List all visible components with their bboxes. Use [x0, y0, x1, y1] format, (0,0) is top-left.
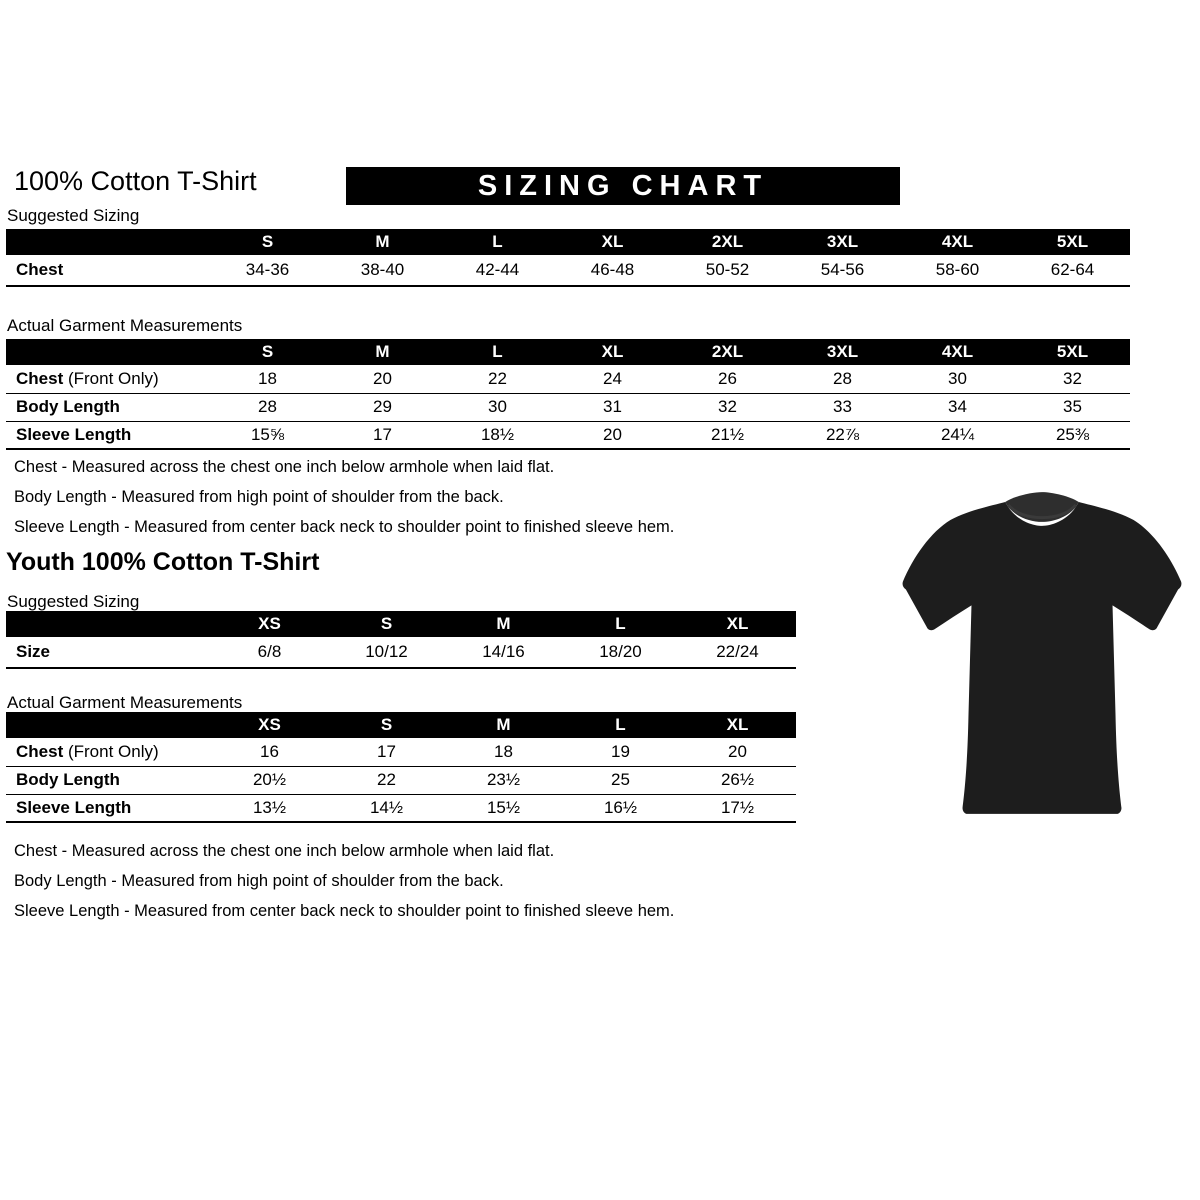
size-col-header: XS: [211, 712, 328, 738]
table-header-row: [6, 339, 1130, 365]
cell: 58-60: [935, 260, 980, 279]
page-title: 100% Cotton T-Shirt: [14, 166, 257, 196]
size-col-header: M: [445, 712, 562, 738]
cell: 14/16: [482, 642, 525, 661]
size-col-header: 3XL: [785, 229, 900, 255]
youth-actual-measurements-table: [6, 712, 796, 823]
cell: 16½: [603, 797, 638, 817]
note-chest: Chest - Measured across the chest one inch below armhole when laid flat.: [14, 842, 555, 860]
tshirt-body-shape: [903, 502, 1182, 814]
tshirt-graphic: [893, 476, 1191, 834]
cell: 17½: [720, 797, 755, 817]
cell: 22: [377, 770, 396, 789]
row-label: Sleeve Length: [16, 797, 132, 817]
cell: 54-56: [820, 260, 865, 279]
row-label-suffix: (Front Only): [67, 368, 159, 388]
table-row-body-length: [6, 766, 796, 794]
cell: 17: [377, 741, 396, 761]
cell: 6/8: [257, 642, 282, 661]
cell: 15⅝: [250, 424, 285, 444]
note-chest: Chest - Measured across the chest one inch below armhole when laid flat.: [14, 458, 555, 476]
cell: 24¼: [940, 424, 975, 444]
cell: 24: [603, 368, 622, 388]
row-label: Chest (Front Only): [16, 741, 159, 761]
size-col-header: M: [325, 339, 440, 365]
table-row: [6, 637, 796, 668]
cell: 31: [603, 397, 622, 416]
table-row: [6, 255, 1130, 286]
cell: 22/24: [716, 642, 759, 661]
cell: 10/12: [365, 642, 408, 661]
corner-cell: [6, 712, 211, 738]
adult-suggested-sizing-label: Suggested Sizing: [7, 206, 140, 225]
corner-cell: [6, 339, 210, 365]
adult-actual-measurements-label: Actual Garment Measurements: [7, 316, 243, 335]
size-col-header: L: [562, 611, 679, 637]
youth-section-title: Youth 100% Cotton T-Shirt: [6, 548, 320, 576]
size-col-header: 2XL: [670, 339, 785, 365]
corner-cell: [6, 229, 210, 255]
size-col-header: S: [210, 339, 325, 365]
size-col-header: L: [440, 339, 555, 365]
size-col-header: 3XL: [785, 339, 900, 365]
cell: 34: [948, 397, 967, 416]
cell: 18: [494, 741, 513, 761]
cell: 16: [260, 741, 279, 761]
row-label: Body Length: [16, 770, 120, 789]
cell: 32: [1063, 368, 1082, 388]
size-col-header: S: [328, 611, 445, 637]
cell: 26: [718, 368, 737, 388]
table-row-sleeve-length: [6, 421, 1130, 449]
size-col-header: XL: [555, 339, 670, 365]
cell: 32: [718, 397, 737, 416]
cell: 17: [373, 424, 392, 444]
size-col-header: 5XL: [1015, 339, 1130, 365]
cell: 50-52: [705, 260, 750, 279]
cell: 28: [258, 397, 277, 416]
cell: 46-48: [590, 260, 635, 279]
cell: 20: [373, 368, 392, 388]
youth-actual-measurements-label: Actual Garment Measurements: [7, 693, 243, 712]
table-row-chest: [6, 365, 1130, 393]
size-col-header: L: [562, 712, 679, 738]
row-label-suffix: (Front Only): [67, 741, 159, 761]
size-col-header: S: [328, 712, 445, 738]
cell: 33: [833, 397, 852, 416]
cell: 23½: [486, 770, 521, 789]
cell: 38-40: [360, 260, 405, 279]
youth-measurement-notes: [14, 842, 674, 932]
cell: 18/20: [599, 642, 642, 661]
adult-suggested-sizing-table: [6, 229, 1130, 287]
cell: 14½: [369, 797, 404, 817]
note-body-length: Body Length - Measured from high point of shoulder from the back.: [14, 488, 504, 506]
cell: 19: [611, 741, 630, 761]
size-col-header: L: [440, 229, 555, 255]
table-row-chest: [6, 738, 796, 766]
size-col-header: 5XL: [1015, 229, 1130, 255]
cell: 18: [258, 368, 277, 388]
note-body-length: Body Length - Measured from high point of shoulder from the back.: [14, 872, 504, 890]
corner-cell: [6, 611, 211, 637]
row-label: Chest: [16, 260, 64, 279]
cell: 34-36: [245, 260, 290, 279]
cell: 26½: [720, 770, 755, 789]
table-row-body-length: [6, 393, 1130, 421]
size-col-header: XS: [211, 611, 328, 637]
size-col-header: M: [325, 229, 440, 255]
cell: 20½: [252, 770, 287, 789]
size-col-header: XL: [679, 712, 796, 738]
adult-actual-measurements-table: [6, 339, 1130, 450]
cell: 30: [948, 368, 967, 388]
size-col-header: S: [210, 229, 325, 255]
cell: 13½: [252, 797, 287, 817]
sizing-chart-banner: SIZING CHART: [346, 167, 900, 205]
cell: 29: [373, 397, 392, 416]
note-sleeve-length: Sleeve Length - Measured from center back neck to shoulder point to finished sleeve hem.: [14, 518, 675, 536]
size-col-header: XL: [555, 229, 670, 255]
size-col-header: 4XL: [900, 339, 1015, 365]
cell: 42-44: [475, 260, 520, 279]
cell: 22⅞: [825, 424, 860, 444]
size-col-header: 4XL: [900, 229, 1015, 255]
cell: 15½: [486, 797, 521, 817]
adult-measurement-notes: [14, 458, 674, 548]
cell: 20: [603, 424, 622, 444]
cell: 30: [488, 397, 507, 416]
cell: 62-64: [1050, 260, 1095, 279]
row-label: Body Length: [16, 397, 120, 416]
row-label: Size: [16, 642, 51, 661]
row-label: Sleeve Length: [16, 424, 132, 444]
cell: 18½: [480, 424, 515, 444]
size-col-header: M: [445, 611, 562, 637]
cell: 25⅜: [1055, 424, 1090, 444]
table-header-row: [6, 611, 796, 637]
note-sleeve-length: Sleeve Length - Measured from center back neck to shoulder point to finished sleeve hem.: [14, 902, 675, 920]
table-header-row: [6, 712, 796, 738]
cell: 21½: [710, 424, 745, 444]
youth-suggested-sizing-label: Suggested Sizing: [7, 592, 140, 611]
table-header-row: [6, 229, 1130, 255]
cell: 20: [728, 741, 747, 761]
size-col-header: XL: [679, 611, 796, 637]
row-label: Chest (Front Only): [16, 368, 159, 388]
tshirt-image: [893, 476, 1191, 834]
youth-suggested-sizing-table: [6, 611, 796, 669]
size-col-header: 2XL: [670, 229, 785, 255]
cell: 22: [488, 368, 507, 388]
cell: 35: [1063, 397, 1082, 416]
cell: 28: [833, 368, 852, 388]
cell: 25: [611, 770, 630, 789]
table-row-sleeve-length: [6, 794, 796, 822]
